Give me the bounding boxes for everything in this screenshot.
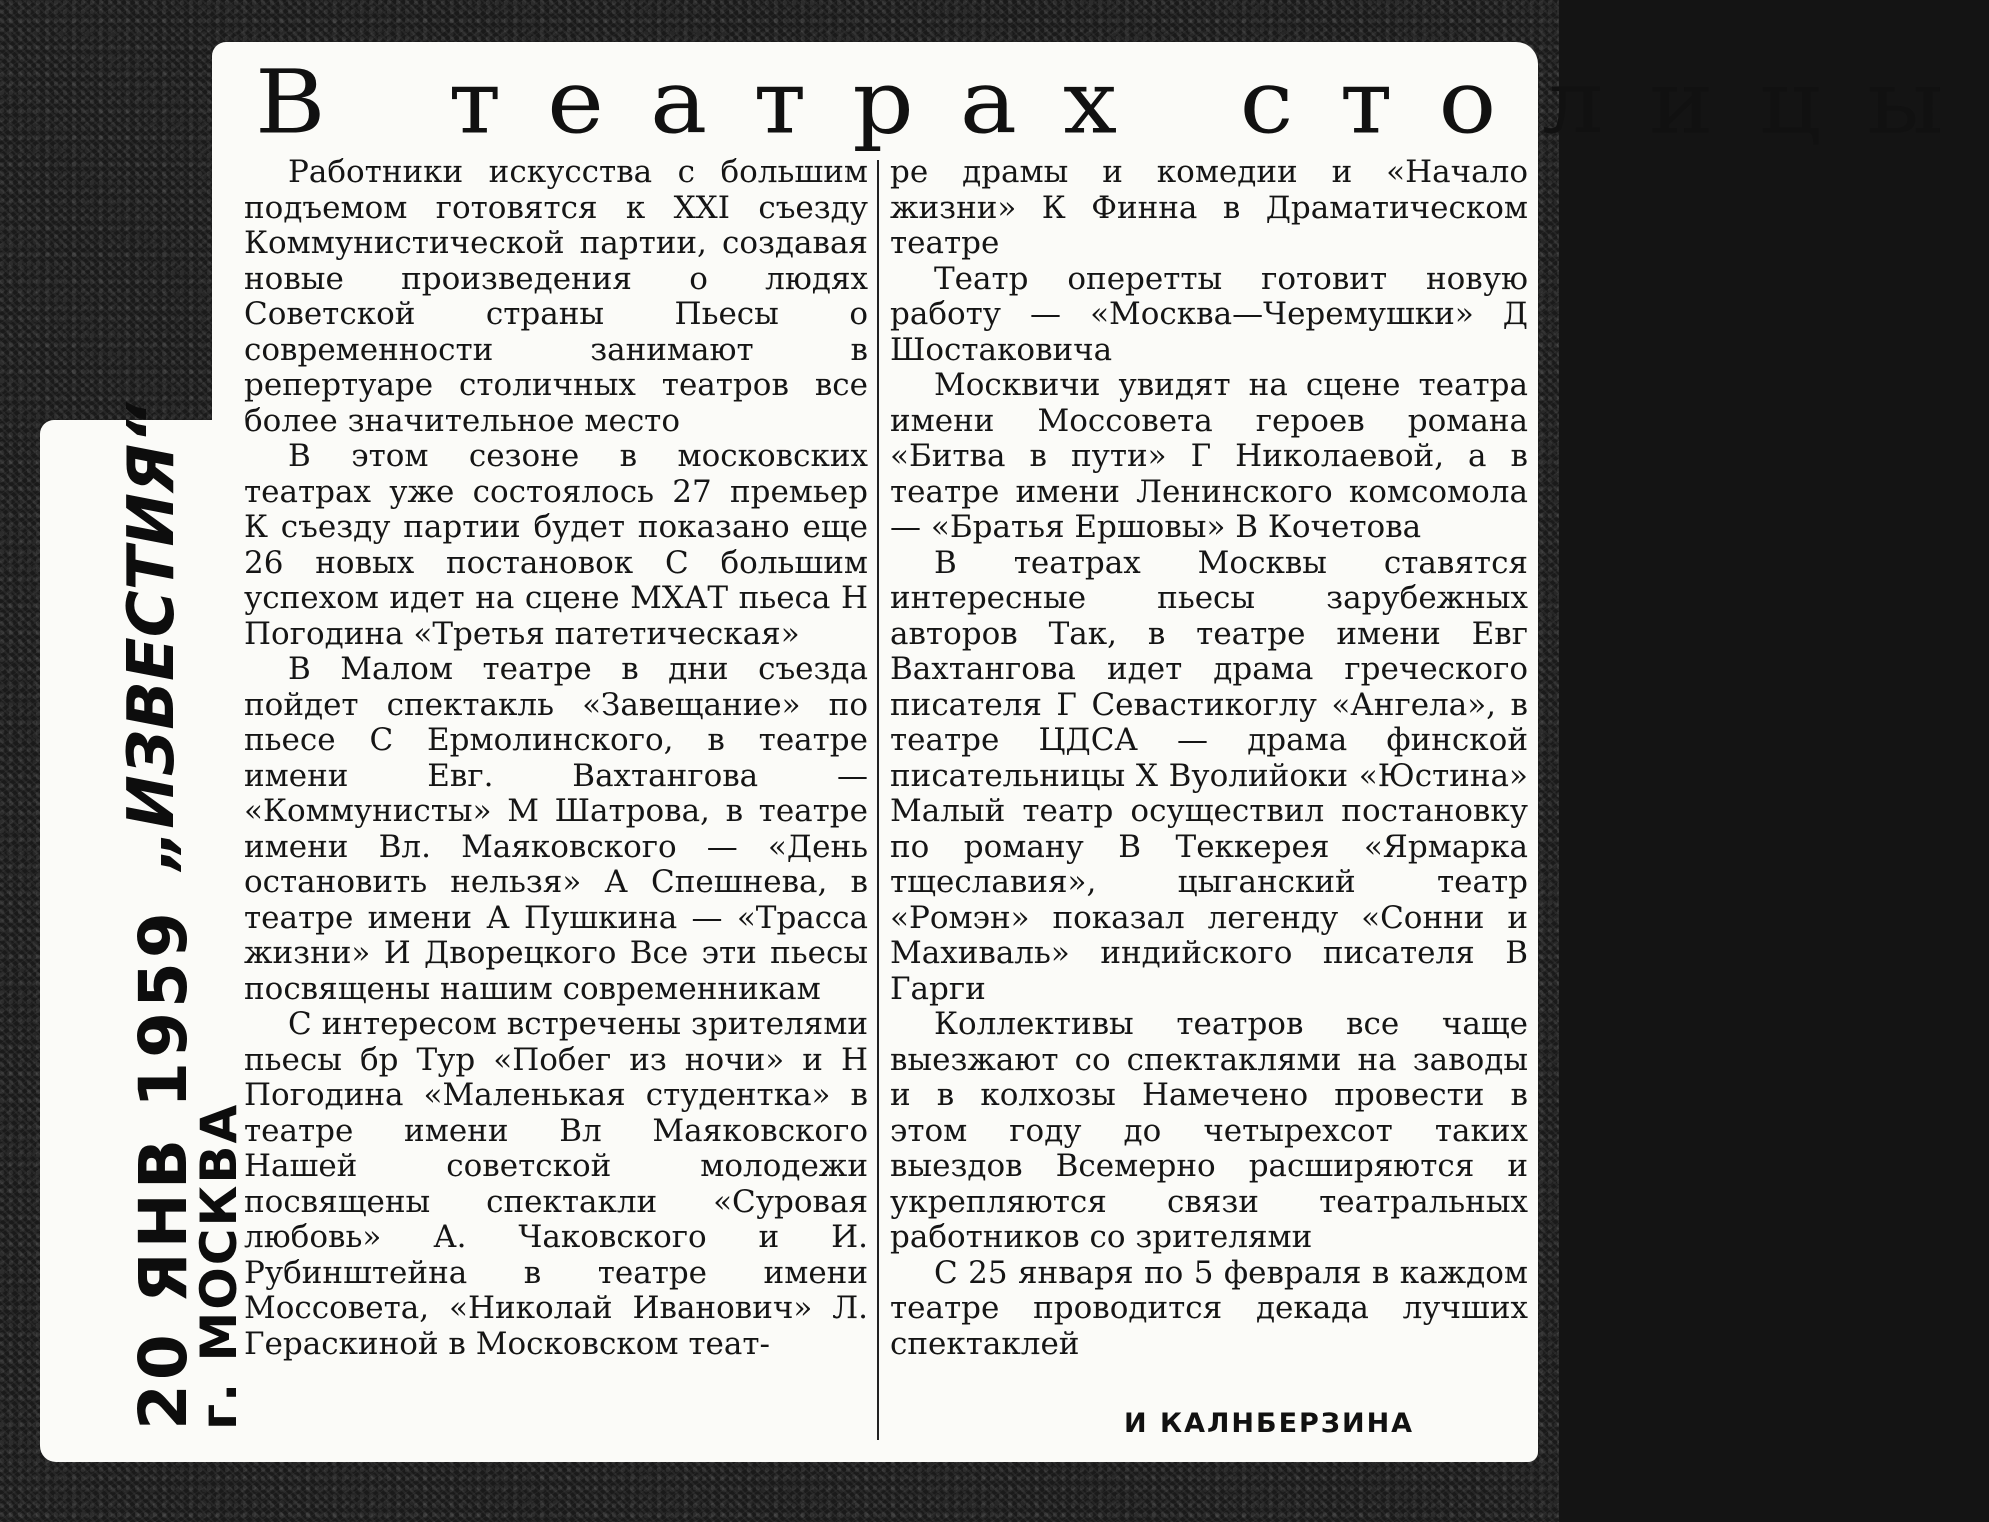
article-column-right — [890, 155, 1528, 1362]
paragraph: Работники искусства с большим подъемом готовятся к XXI съезду Коммунистической партии, создавая новые произведения о людях Советской страны Пьесы о современности занимают в репертуаре столичных театров все более значительное место — [244, 154, 868, 439]
article-headline: В театрах столицы — [255, 50, 1989, 154]
date-stamp — [55, 402, 248, 1440]
stamp-newspaper: „ИЗВЕСТИЯ“ — [115, 402, 189, 870]
paragraph: С 25 января по 5 февраля в каждом театре проводится декада лучших спектаклей — [890, 1254, 1528, 1362]
author-signature: И КАЛНБЕРЗИНА — [1124, 1408, 1415, 1439]
paragraph: Москвичи увидят на сцене театра имени Моссовета героев романа «Битва в пути» Г Николаевой, а в театре имени Ленинского комсомола — «Братья Ершовы» В Кочетова — [890, 367, 1528, 545]
paragraph: В этом сезоне в московских театрах уже состоялось 27 премьер К съезду партии будет показано еще 26 новых постановок С большим успехом идет на сцене МХАТ пьеса Н Погодина «Третья патетическая» — [244, 438, 868, 652]
article-column-left — [244, 155, 868, 1362]
paragraph: С интересом встречены зрителями пьесы бр Тур «Побег из ночи» и Н Погодина «Маленькая студентка» в театре имени Вл Маяковского Нашей советской молодежи посвящены спектакли «Суровая любовь» А. Чаковского и И. Рубинштейна в театре имени Моссовета, «Николай Иванович» Л. Гераскиной в Московском теат- — [244, 1006, 868, 1362]
column-divider — [877, 160, 879, 1440]
paragraph: В Малом театре в дни съезда пойдет спектакль «Завещание» по пьесе С Ермолинского, в театре имени Евг. Вахтангова — «Коммунисты» М Шатрова, в театре имени Вл. Маяковского — «День остановить нельзя» А Спешнева, в театре имени А Пушкина — «Трасса жизни» И Дворецкого Все эти пьесы посвящены нашим современникам — [244, 651, 868, 1007]
paragraph-continuation: ре драмы и комедии и «Начало жизни» К Финна в Драматическом театре — [890, 154, 1528, 261]
paragraph: В театрах Москвы ставятся интересные пьесы зарубежных авторов Так, в театре имени Евг Вахтангова идет драма греческого писателя Г Севастикоглу «Ангела», в театре ЦДСА — драма финской писательницы Х Вуолийоки «Юстина» Малый театр осуществил постановку по роману В Теккерея «Ярмарка тщеславия», цыганский театр «Ромэн» показал легенду «Сонни и Махиваль» индийского писателя В Гарги — [890, 544, 1528, 1007]
stamp-date: 20 ЯНВ 1959 — [125, 908, 202, 1430]
paragraph: Театр оперетты готовит новую работу — «Москва—Черемушки» Д Шостаковича — [890, 260, 1528, 368]
paragraph: Коллективы театров все чаще выезжают со спектаклями на заводы и в колхозы Намечено провести в этом году до четырехсот таких выездов Всемерно расширяются и укрепляются связи театральных работников со зрителями — [890, 1006, 1528, 1255]
stamp-city: г. МОСКВА — [190, 1102, 248, 1430]
